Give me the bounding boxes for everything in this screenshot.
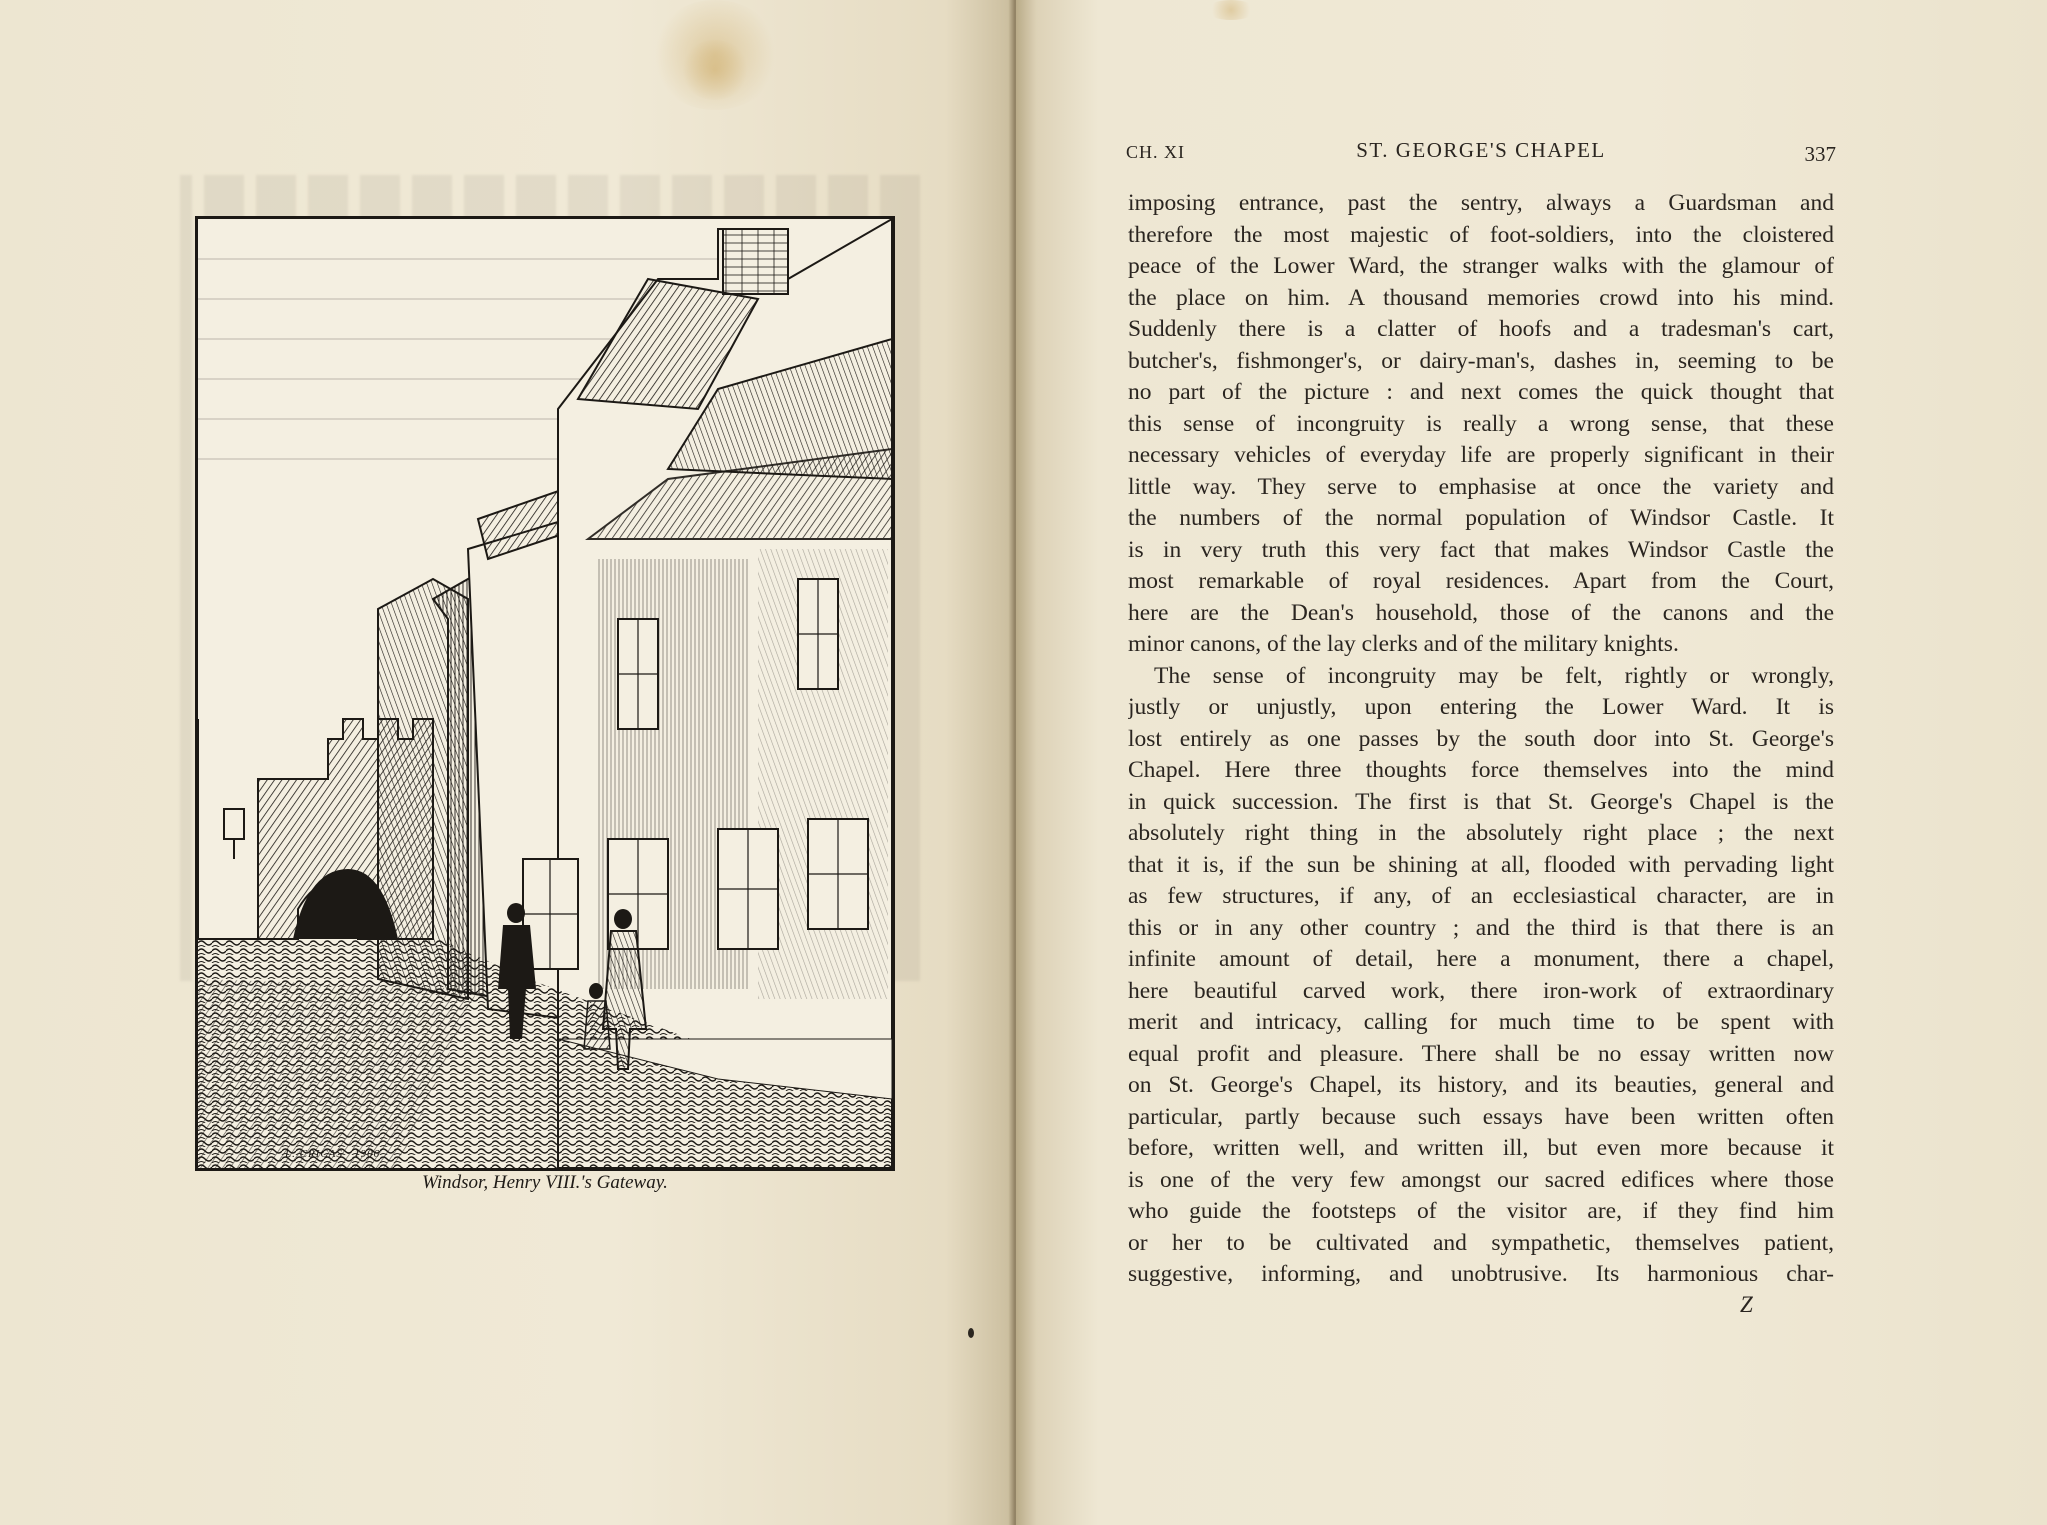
text-line: The sense of incongruity may be felt, rightly or wrongly, xyxy=(1154,662,1834,689)
text-line: peace of the Lower Ward, the stranger walks with the glamour of xyxy=(1128,253,1834,279)
text-line: who guide the footsteps of the visitor are, if they find him xyxy=(1128,1198,1834,1224)
text-line: or her to be cultivated and sympathetic, themselves patient, xyxy=(1128,1229,1834,1256)
chapter-label: CH. XI xyxy=(1126,142,1185,162)
text-line: as few structures, if any, of an ecclesiastical character, are in xyxy=(1128,883,1834,909)
text-line: justly or unjustly, upon entering the Lower Ward. It is xyxy=(1128,694,1834,720)
text-line: most remarkable of royal residences. Apart from the Court, xyxy=(1128,568,1834,594)
illustration-plate xyxy=(195,216,895,1171)
text-line: Suddenly there is a clatter of hoofs and a tradesman's cart, xyxy=(1128,316,1834,342)
text-line: this or in any other country ; and the third is that there is an xyxy=(1128,914,1834,941)
text-line: here are the Dean's household, those of the canons and the xyxy=(1128,599,1834,626)
text-line: the place on him. A thousand memories crowd into his mind. xyxy=(1128,284,1834,311)
text-line: therefore the most majestic of foot-soldiers, into the cloistered xyxy=(1128,221,1834,248)
text-line: is one of the very few amongst our sacred edifices where those xyxy=(1128,1166,1834,1193)
text-line: minor canons, of the lay clerks and of the military knights. xyxy=(1128,631,1679,657)
foxing-stain xyxy=(680,40,750,100)
street-scene-illustration xyxy=(198,219,892,1168)
text-line: is in very truth this very fact that makes Windsor Castle the xyxy=(1128,536,1834,563)
foxing-stain xyxy=(1206,0,1256,20)
text-line: this sense of incongruity is really a wrong sense, that these xyxy=(1128,410,1834,437)
figure-caption: Windsor, Henry VIII.'s Gateway. xyxy=(422,1172,668,1193)
text-line: butcher's, fishmonger's, or dairy-man's, dashes in, seeming to be xyxy=(1128,347,1834,374)
text-line: infinite amount of detail, here a monument, there a chapel, xyxy=(1128,946,1834,972)
text-line: before, written well, and written ill, but even more because it xyxy=(1128,1135,1834,1161)
artist-signature: L. CRICAS · 1906 xyxy=(285,1148,381,1160)
left-page xyxy=(0,0,1016,1525)
text-line: on St. George's Chapel, its history, and its beauties, general and xyxy=(1128,1072,1834,1098)
text-line: particular, partly because such essays have been written often xyxy=(1128,1103,1834,1130)
text-line: suggestive, informing, and unobtrusive. Its harmonious char- xyxy=(1128,1261,1834,1287)
chapter-title: ST. GEORGE'S CHAPEL xyxy=(1356,138,1606,162)
text-line: little way. They serve to emphasise at once the variety and xyxy=(1128,473,1834,500)
text-line: imposing entrance, past the sentry, always a Guardsman and xyxy=(1128,190,1834,216)
running-head xyxy=(1126,138,1836,168)
text-line: the numbers of the normal population of Windsor Castle. It xyxy=(1128,505,1834,531)
ink-spot xyxy=(968,1328,974,1338)
text-line: here beautiful carved work, there iron-work of extraordinary xyxy=(1128,977,1834,1004)
text-line: equal profit and pleasure. There shall be no essay written now xyxy=(1128,1040,1834,1067)
text-line: necessary vehicles of everyday life are properly significant in their xyxy=(1128,442,1834,468)
text-line: absolutely right thing in the absolutely right place ; the next xyxy=(1128,820,1834,846)
text-line: merit and intricacy, calling for much time to be spent with xyxy=(1128,1009,1834,1035)
page-number: 337 xyxy=(1804,142,1836,166)
text-line: in quick succession. The first is that St. George's Chapel is the xyxy=(1128,788,1834,815)
signature-mark: Z xyxy=(1740,1292,1753,1317)
text-line: Chapel. Here three thoughts force themselves into the mind xyxy=(1128,757,1834,783)
body-text xyxy=(1128,188,1834,1291)
text-line: that it is, if the sun be shining at all, flooded with pervading light xyxy=(1128,851,1834,878)
text-line: lost entirely as one passes by the south door into St. George's xyxy=(1128,725,1834,752)
text-line: no part of the picture : and next comes the quick thought that xyxy=(1128,379,1834,405)
